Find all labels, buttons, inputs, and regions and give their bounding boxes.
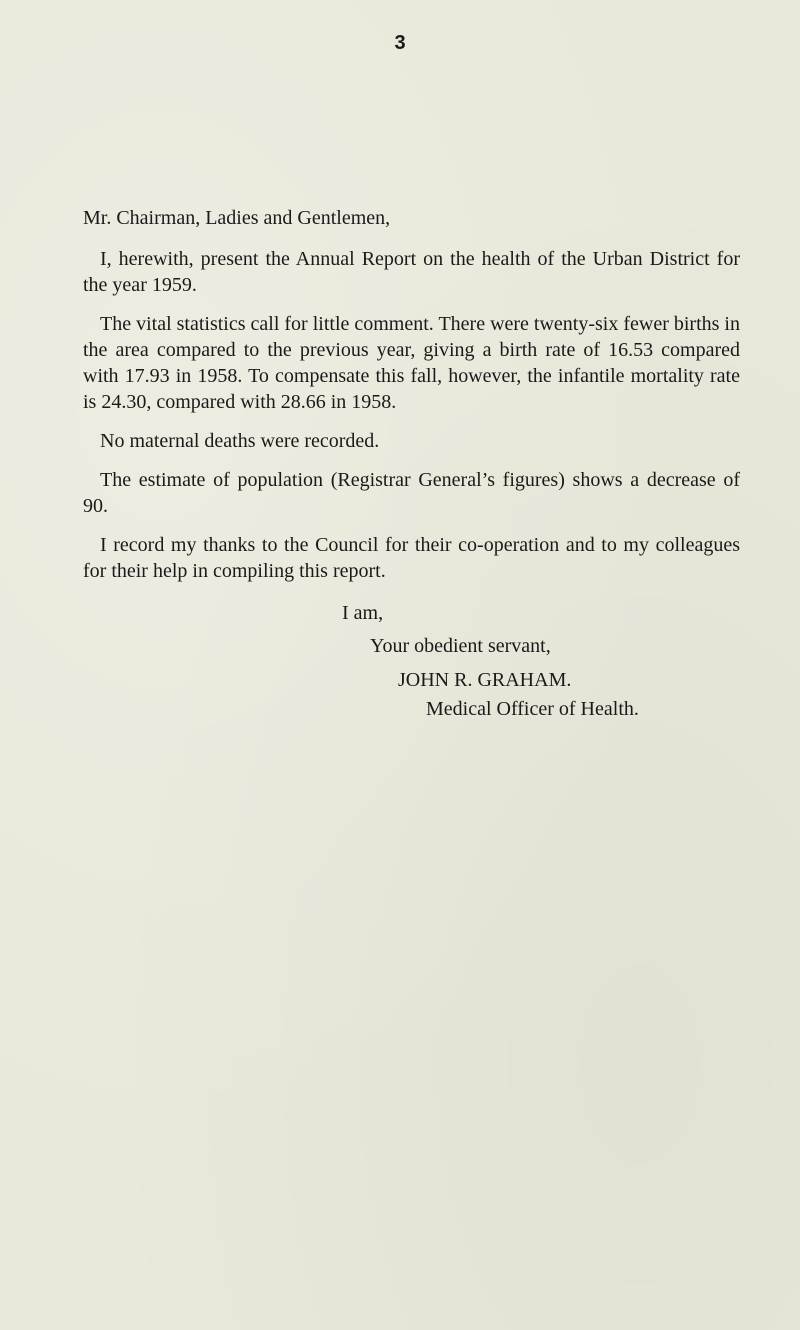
- page-number: 3: [394, 32, 406, 54]
- paragraph-thanks: I record my thanks to the Council for their co-operation and to my colleagues for their help in compiling this report.: [83, 534, 740, 582]
- closing-line-i-am: I am,: [342, 602, 384, 624]
- paragraph-maternal-deaths: No maternal deaths were recorded.: [100, 430, 380, 452]
- paragraph-population: The estimate of population (Registrar General’s figures) shows a decrease of 90.: [83, 469, 740, 517]
- signatory-title: Medical Officer of Health.: [426, 698, 639, 720]
- salutation: Mr. Chairman, Ladies and Gentlemen,: [83, 207, 391, 229]
- letter-body: [83, 205, 740, 597]
- closing-line-servant: Your obedient servant,: [370, 635, 551, 657]
- paragraph-report-intro: I, herewith, present the Annual Report on the health of the Urban District for the year 1959.: [83, 248, 740, 296]
- signatory-name: JOHN R. GRAHAM.: [398, 669, 572, 691]
- paragraph-vital-statistics: The vital statistics call for little comment. There were twenty-six fewer births in the area compared to the previous year, giving a birth rate of 16.53 compared with 17.93 in 1958. To compensate this fall, however, the infantile mortality rate is 24.30, compared with 28.66 in 1958.: [83, 313, 740, 413]
